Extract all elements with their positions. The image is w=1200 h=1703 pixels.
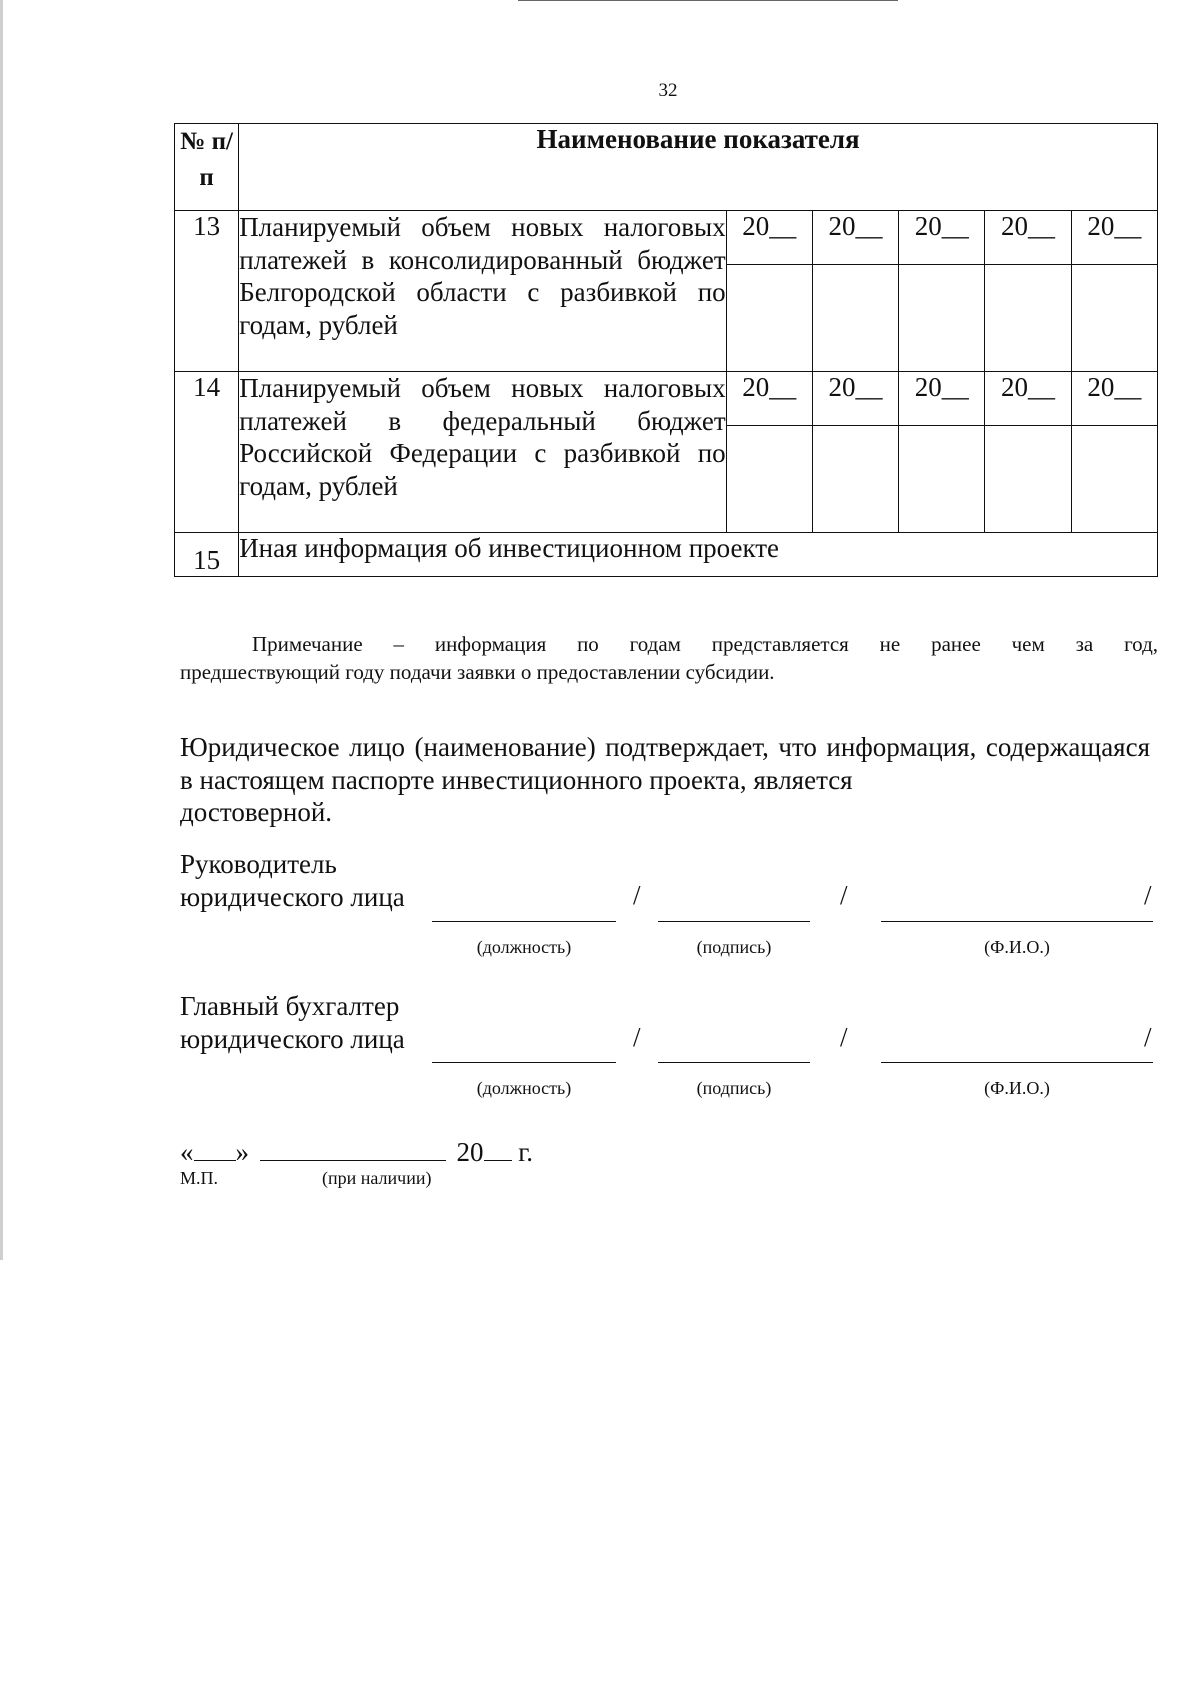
footnote — [180, 630, 1158, 686]
value-cell — [812, 265, 898, 372]
row-description: Иная информация об инвестиционном проекте — [239, 533, 1158, 577]
row-description: Планируемый объем новых налоговых платежей в федеральный бюджет Российской Федерации с разбивкой по годам, рублей — [239, 372, 726, 533]
signature-line[interactable] — [658, 921, 810, 922]
caption-position: (должность) — [476, 937, 572, 957]
value-cell — [726, 265, 812, 372]
year-prefix: 20 — [456, 1137, 484, 1167]
open-quote: « — [180, 1137, 194, 1167]
signatory-label-director — [180, 848, 405, 914]
table-row — [175, 372, 1158, 426]
separator-slash: / — [840, 1022, 848, 1052]
column-header-number: № п/п — [175, 124, 239, 211]
year-cell: 20__ — [812, 372, 898, 426]
column-header-name: Наименование показателя — [239, 124, 1158, 211]
table-row — [175, 533, 1158, 577]
year-cell: 20__ — [1071, 211, 1157, 265]
row-description: Планируемый объем новых налоговых платежей в консолидированный бюджет Белгородской области с разбивкой по годам, рублей — [239, 211, 726, 372]
caption-signature: (подпись) — [696, 1078, 772, 1098]
seal-mark: М.П. — [180, 1168, 219, 1188]
date-line — [180, 1134, 533, 1168]
year-cell: 20__ — [726, 211, 812, 265]
caption-position: (должность) — [476, 1078, 572, 1098]
value-cell — [899, 426, 985, 533]
separator-slash: / — [633, 1022, 641, 1052]
year-suffix: г. — [518, 1137, 534, 1167]
value-cell — [985, 265, 1071, 372]
month-blank[interactable] — [260, 1134, 446, 1161]
value-cell — [726, 426, 812, 533]
signatory-label-accountant — [180, 990, 405, 1056]
value-cell — [899, 265, 985, 372]
caption-full-name: (Ф.И.О.) — [984, 1078, 1050, 1098]
page-number: 32 — [658, 80, 678, 101]
position-line[interactable] — [432, 1062, 616, 1063]
value-cell — [812, 426, 898, 533]
table-row — [175, 211, 1158, 265]
confirmation-statement — [180, 731, 1150, 829]
footnote-line: Примечание – информация по годам представляется не ранее чем за год, — [252, 632, 1158, 656]
passport-table — [174, 123, 1158, 577]
day-blank[interactable] — [194, 1134, 236, 1161]
signatory-title: Руководитель — [180, 849, 337, 879]
row-number: 14 — [175, 372, 239, 533]
seal-note: (при наличии) — [322, 1168, 432, 1188]
value-cell — [1071, 265, 1157, 372]
separator-slash: / — [840, 880, 848, 910]
year-cell: 20__ — [726, 372, 812, 426]
signature-line[interactable] — [658, 1062, 810, 1063]
year-blank[interactable] — [484, 1134, 512, 1161]
value-cell — [985, 426, 1071, 533]
year-cell: 20__ — [899, 211, 985, 265]
separator-slash: / — [1144, 1022, 1152, 1052]
statement-text: Юридическое лицо (наименование) подтверждает, что информация, содержащаяся в настоящем паспорте инвестиционного проекта, является — [180, 732, 1150, 795]
position-line[interactable] — [432, 921, 616, 922]
top-rule — [518, 0, 898, 1]
footnote-line: предшествующий году подачи заявки о предоставлении субсидии. — [180, 660, 775, 684]
row-number: 15 — [175, 533, 239, 577]
row-number: 13 — [175, 211, 239, 372]
table-header-row — [175, 124, 1158, 211]
close-quote: » — [235, 1137, 249, 1167]
signatory-title: Главный бухгалтер — [180, 991, 400, 1021]
year-cell: 20__ — [812, 211, 898, 265]
year-cell: 20__ — [1071, 372, 1157, 426]
statement-last-line: достоверной. — [180, 797, 333, 827]
full-name-line[interactable] — [881, 921, 1153, 922]
full-name-line[interactable] — [881, 1062, 1153, 1063]
signatory-subtitle: юридического лица — [180, 882, 405, 912]
caption-full-name: (Ф.И.О.) — [984, 937, 1050, 957]
year-cell: 20__ — [899, 372, 985, 426]
year-cell: 20__ — [985, 372, 1071, 426]
caption-signature: (подпись) — [696, 937, 772, 957]
separator-slash: / — [633, 880, 641, 910]
value-cell — [1071, 426, 1157, 533]
separator-slash: / — [1144, 880, 1152, 910]
signatory-subtitle: юридического лица — [180, 1024, 405, 1054]
year-cell: 20__ — [985, 211, 1071, 265]
scan-edge — [0, 0, 3, 1260]
